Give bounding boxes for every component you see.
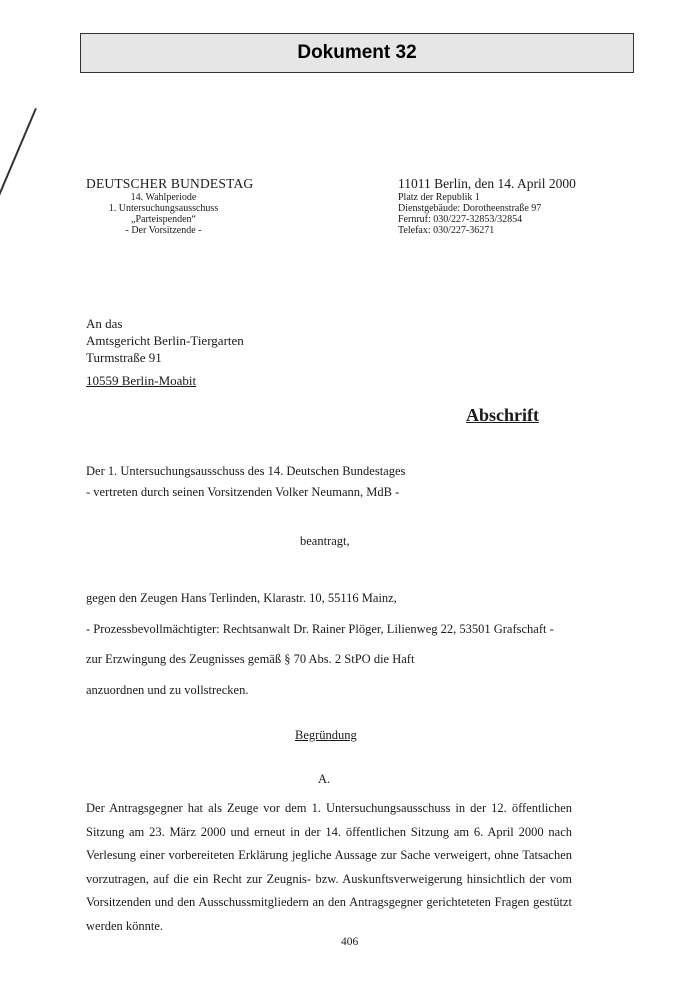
contact-line: Platz der Republik 1 xyxy=(398,192,480,203)
reasoning-paragraph: Der Antragsgegner hat als Zeuge vor dem 1. Untersuchungsausschuss in der 12. öffentlichen Sitzung am 23. März 2000 und erneut in der 14. öffentlichen Sitzung am 6. April 2000 nach Verlesung einer vorbereiteten Erklärung jegliche Aussage zur Sache verweigert, ohne Tatsachen vorzutragen, auf die ein Recht zur Zeugnis- bzw. Auskunftsverweigerung hinsichtlich der vom Vorsitzenden und den Ausschussmitgliedern an den Antragsgegner gerichteteten Fragen gestützt werden könnte. xyxy=(86,801,572,933)
intro-line: Der 1. Untersuchungsausschuss des 14. Deutschen Bundestages xyxy=(86,464,406,478)
document-title: Dokument 32 xyxy=(297,42,417,63)
begruendung-heading: Begründung xyxy=(295,728,357,742)
contact-line: Telefax: 030/227-36271 xyxy=(398,225,495,236)
section-a-heading: A. xyxy=(318,772,331,786)
recipient-address xyxy=(86,315,244,389)
sender-line: „Parteispenden“ xyxy=(131,214,196,225)
sender-line: 14. Wahlperiode xyxy=(130,192,197,203)
request-line: zur Erzwingung des Zeugnisses gemäß § 70 Abs. 2 StPO die Haft xyxy=(86,652,415,666)
sender-line: - Der Vorsitzende - xyxy=(125,225,202,236)
margin-pen-stroke xyxy=(0,108,37,217)
intro-block xyxy=(86,461,405,503)
letter-date: 11011 Berlin, den 14. April 2000 xyxy=(398,176,576,191)
request-line: gegen den Zeugen Hans Terlinden, Klarastr. 10, 55116 Mainz, xyxy=(86,591,397,605)
recipient-line: Amtsgericht Berlin-Tiergarten xyxy=(86,333,244,348)
sender-org: DEUTSCHER BUNDESTAG xyxy=(86,176,254,191)
recipient-line: Turmstraße 91 xyxy=(86,350,162,365)
sender-contact-block xyxy=(398,176,576,236)
page-number: 406 xyxy=(341,936,359,948)
sender-block xyxy=(86,176,253,236)
contact-line: Dienstgebäude: Dorotheenstraße 97 xyxy=(398,203,542,214)
contact-line: Fernruf: 030/227-32853/32854 xyxy=(398,214,523,225)
beantragt-text: beantragt, xyxy=(300,534,350,548)
recipient-line: An das xyxy=(86,316,123,331)
request-line: - Prozessbevollmächtigter: Rechtsanwalt Dr. Rainer Plöger, Lilienweg 22, 53501 Grafschaft - xyxy=(86,621,554,636)
intro-line: - vertreten durch seinen Vorsitzenden Volker Neumann, MdB - xyxy=(86,485,400,499)
sender-line: 1. Untersuchungsausschuss xyxy=(108,203,219,214)
document-title-box xyxy=(80,33,634,73)
recipient-city: 10559 Berlin-Moabit xyxy=(86,373,197,388)
request-block xyxy=(86,591,554,713)
abschrift-heading: Abschrift xyxy=(466,405,539,425)
request-line: anzuordnen und zu vollstrecken. xyxy=(86,682,249,697)
